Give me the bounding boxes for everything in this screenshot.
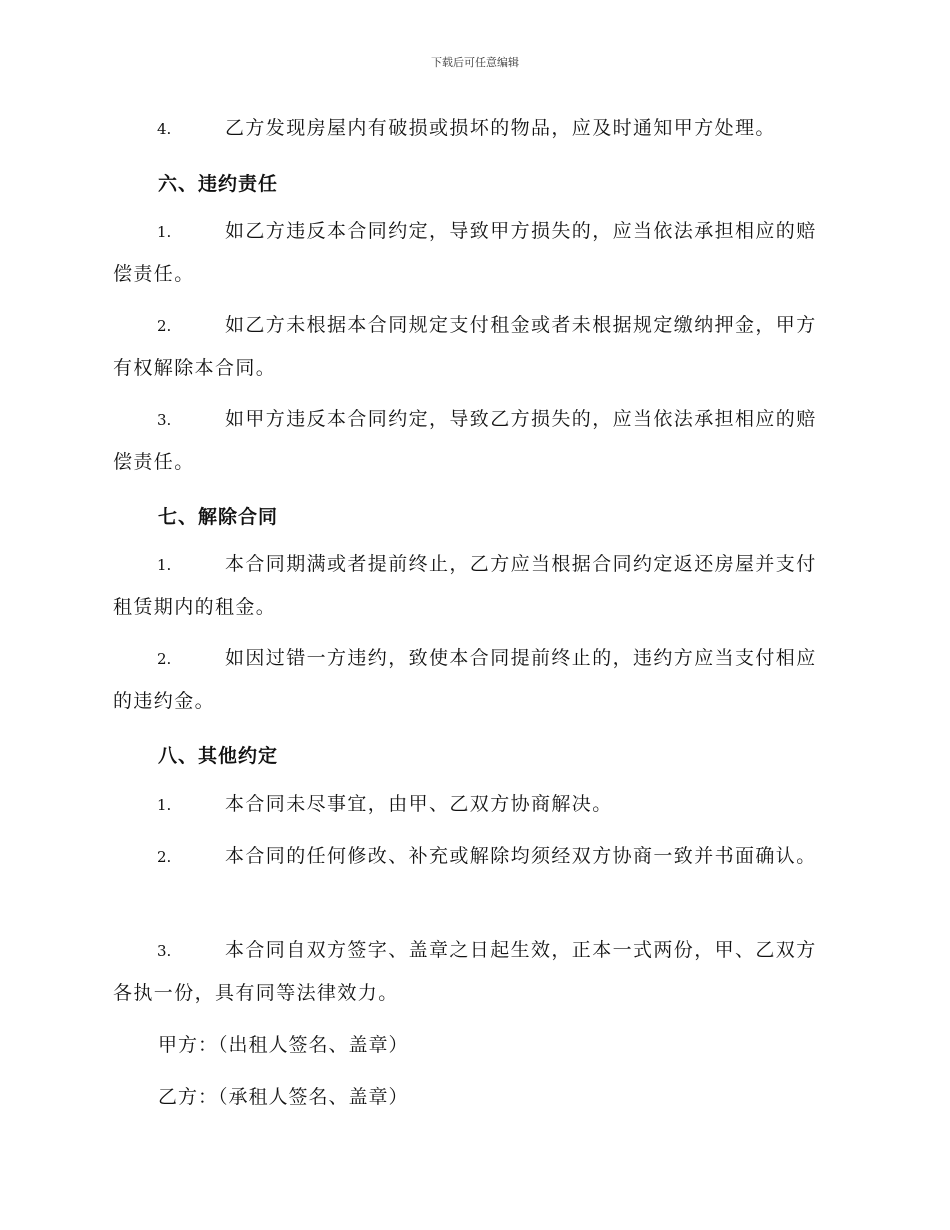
- clause-text: 本合同的任何修改、补充或解除均须经双方协商一致并书面确认。: [225, 845, 817, 867]
- clause-number: 1.: [157, 223, 172, 241]
- page-header: 下载后可任意编辑: [431, 56, 519, 69]
- section-heading-breach: 六、违约责任: [158, 173, 279, 195]
- clause-7-2: [113, 637, 833, 722]
- clause-number: 3.: [157, 411, 172, 429]
- clause-number: 3.: [157, 942, 172, 960]
- clause-6-1: [113, 210, 833, 295]
- clause-text: 本合同自双方签字、盖章之日起生效，正本一式两份，甲、乙双方各执一份，具有同等法律效力。: [113, 939, 817, 1004]
- clause-text: 本合同期满或者提前终止，乙方应当根据合同约定返还房屋并支付租赁期内的租金。: [113, 553, 817, 618]
- clause-7-1: [113, 543, 833, 628]
- clause-text: 如甲方违反本合同约定，导致乙方损失的，应当依法承担相应的赔偿责任。: [113, 408, 817, 473]
- clause-5-4: [113, 107, 833, 150]
- clause-number: 2.: [157, 848, 172, 866]
- clause-text: 乙方发现房屋内有破损或损坏的物品，应及时通知甲方处理。: [225, 117, 776, 139]
- clause-8-1: [113, 783, 833, 826]
- section-heading-termination: 七、解除合同: [158, 506, 279, 528]
- clause-number: 1.: [157, 796, 172, 814]
- section-heading-other: 八、其他约定: [158, 745, 279, 767]
- clause-text: 本合同未尽事宜，由甲、乙双方协商解决。: [225, 793, 613, 815]
- clause-text: 如乙方未根据本合同规定支付租金或者未根据规定缴纳押金，甲方有权解除本合同。: [113, 314, 817, 379]
- clause-number: 2.: [157, 650, 172, 668]
- clause-number: 1.: [157, 556, 172, 574]
- clause-8-2: [113, 835, 833, 878]
- clause-number: 2.: [157, 317, 172, 335]
- clause-8-3: [113, 929, 833, 1014]
- clause-text: 如乙方违反本合同约定，导致甲方损失的，应当依法承担相应的赔偿责任。: [113, 220, 817, 285]
- clause-6-2: [113, 304, 833, 389]
- clause-6-3: [113, 398, 833, 483]
- party-b-signature-line: 乙方：（承租人签名、盖章）: [158, 1086, 409, 1108]
- party-a-signature-line: 甲方：（出租人签名、盖章）: [158, 1034, 409, 1056]
- clause-text: 如因过错一方违约，致使本合同提前终止的，违约方应当支付相应的违约金。: [113, 647, 817, 712]
- clause-number: 4.: [157, 120, 172, 138]
